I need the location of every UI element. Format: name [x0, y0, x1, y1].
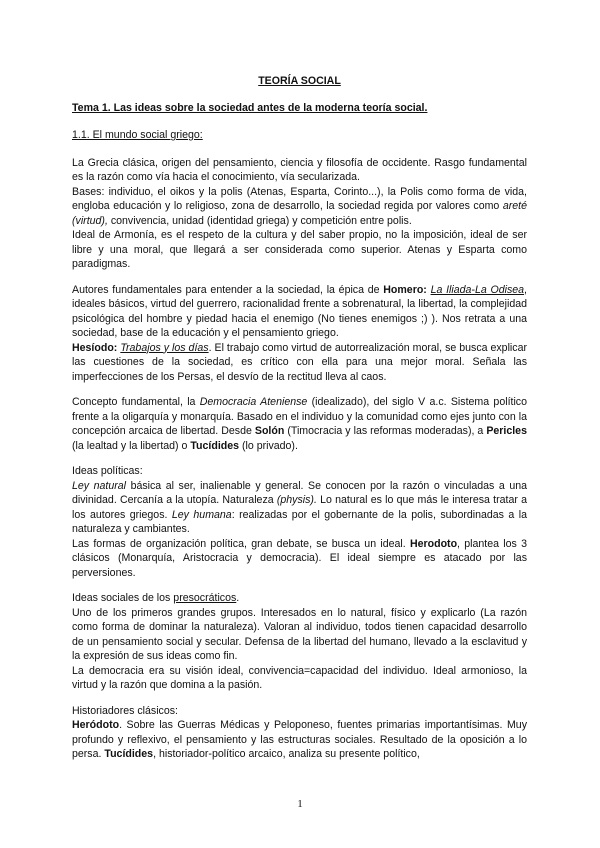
heading-ideas-sociales: Ideas sociales de los presocráticos.	[72, 592, 240, 604]
paragraph-grecia: La Grecia clásica, origen del pensamiento, ciencia y filosofía de occidente. Rasgo fundamental es la razón como vía hacia el conocimiento, vía secularizada.	[72, 156, 527, 183]
hesiodo-name: Hesíodo:	[72, 341, 118, 354]
tucidides-name: Tucídides	[190, 439, 240, 452]
arete-term: areté (virtud),	[72, 200, 527, 227]
tucidides-name-2: Tucídides	[104, 748, 154, 760]
document-title: TEORÍA SOCIAL	[258, 75, 341, 87]
paragraph-historiadores: Heródoto. Sobre las Guerras Médicas y Peloponeso, fuentes primarias importantísimas. Muy profundo y reflexivo, el pensamiento y las estructuras sociales. Resultado de la oposición a lo persa. Tucídides, historiador-político arcaico, analiza su presente político,	[72, 719, 527, 760]
heading-historiadores: Historiadores clásicos:	[72, 704, 178, 717]
physis-term: (physis).	[276, 494, 317, 506]
paragraph-formas-organizacion: Las formas de organización política, gran debate, se busca un ideal. Herodoto, plantea los 3 clásicos (Monarquía, Aristocracia y democracia). El ideal siempre es atacado por las perversiones.	[72, 537, 528, 579]
paragraph-democracia: Concepto fundamental, la Democracia Ateniense (idealizado), del siglo V a.c. Sistema político frente a la oligarquía y monarquía. Basado en el individuo y la comunidad como ejes junto con la concepción arcaica de libertad. Desde Solón (Timocracia y las reformas moderadas), a Pericles (la lealtad y la libertad) o Tucídides (lo privado).	[72, 396, 527, 452]
paragraph-democracia-ideal: La democracia era su visión ideal, convivencia=capacidad del individuo. Ideal armonioso, la virtud y la razón que domina a la pasión.	[72, 664, 527, 691]
paragraph-homero: Autores fundamentales para entender a la sociedad, la épica de Homero: La Iliada-La Odisea, ideales básicos, virtud del guerrero, racionalidad frente a sobrenatural, la libertad, la complejidad psicológica del hombre y piedad hacia el enemigo (No tienes enemigos ;) ). Nos retrata a una sociedad, base de la educación y el pensamiento griego.	[72, 283, 527, 339]
iliada-title: La Iliada-La Odisea	[430, 283, 525, 296]
paragraph-armonia: Ideal de Armonía, es el respeto de la cultura y del saber propio, no la imposición, ideal de ser libre y una moral, que llegará a ser considerada como superior. Atenas y Esparta como paradigmas.	[72, 229, 527, 270]
page-number: 1	[297, 798, 303, 810]
heading-ideas-politicas: Ideas políticas:	[72, 465, 143, 477]
paragraph-hesiodo: Hesíodo: Trabajos y los días. El trabajo como virtud de autorrealización moral, se busca explicar las cuestiones de la sociedad, es crítico con ella para una mejor moral. Señala las imperfecciones de los Persas, el desvío de la rectitud lleva al caos.	[72, 341, 528, 383]
homero-name: Homero:	[383, 283, 427, 296]
paragraph-presocraticos: Uno de los primeros grandes grupos. Interesados en lo natural, físico y explicarlo (La razón como forma de dominar la naturaleza). Valoran al individuo, todos tienen capacidad desarrollo de un pensamiento social y secular. Defensa de la libertad del humano, llevado a la esclavitud y la expresión de sus ideas como fin.	[72, 606, 527, 662]
ley-natural-term: Ley natural	[72, 479, 127, 492]
trabajos-title: Trabajos y los días	[120, 341, 209, 354]
pericles-name: Pericles	[486, 425, 527, 437]
herodoto-name-2: Heródoto	[72, 719, 120, 731]
chapter-heading: Tema 1. Las ideas sobre la sociedad antes de la moderna teoría social.	[72, 101, 428, 114]
democracia-term: Democracia Ateniense	[199, 396, 308, 408]
paragraph-ley-natural: Ley natural básica al ser, inalienable y general. Se conocen por la razón o vinculadas a una divinidad. Cercanía a la utopía. Naturaleza (physis). Lo natural es lo que más le interesa tratar a los autores griegos. Ley humana: realizadas por el gobernante de la polis, subordinadas a la naturaleza y cambiantes.	[72, 479, 527, 535]
solon-name: Solón	[254, 425, 285, 437]
paragraph-bases: Bases: individuo, el oikos y la polis (Atenas, Esparta, Corinto...), la Polis como forma de vida, engloba educación y lo religioso, zona de desarrollo, la sociedad regida por valores como areté (virtud), convivencia, unidad (identidad griega) y competición entre polis.	[72, 185, 527, 227]
page-body	[72, 74, 527, 762]
ley-humana-term: Ley humana	[171, 508, 232, 521]
section-heading: 1.1. El mundo social griego:	[72, 129, 203, 141]
presocraticos-term: presocráticos	[173, 592, 237, 604]
herodoto-name: Herodoto	[409, 537, 458, 550]
